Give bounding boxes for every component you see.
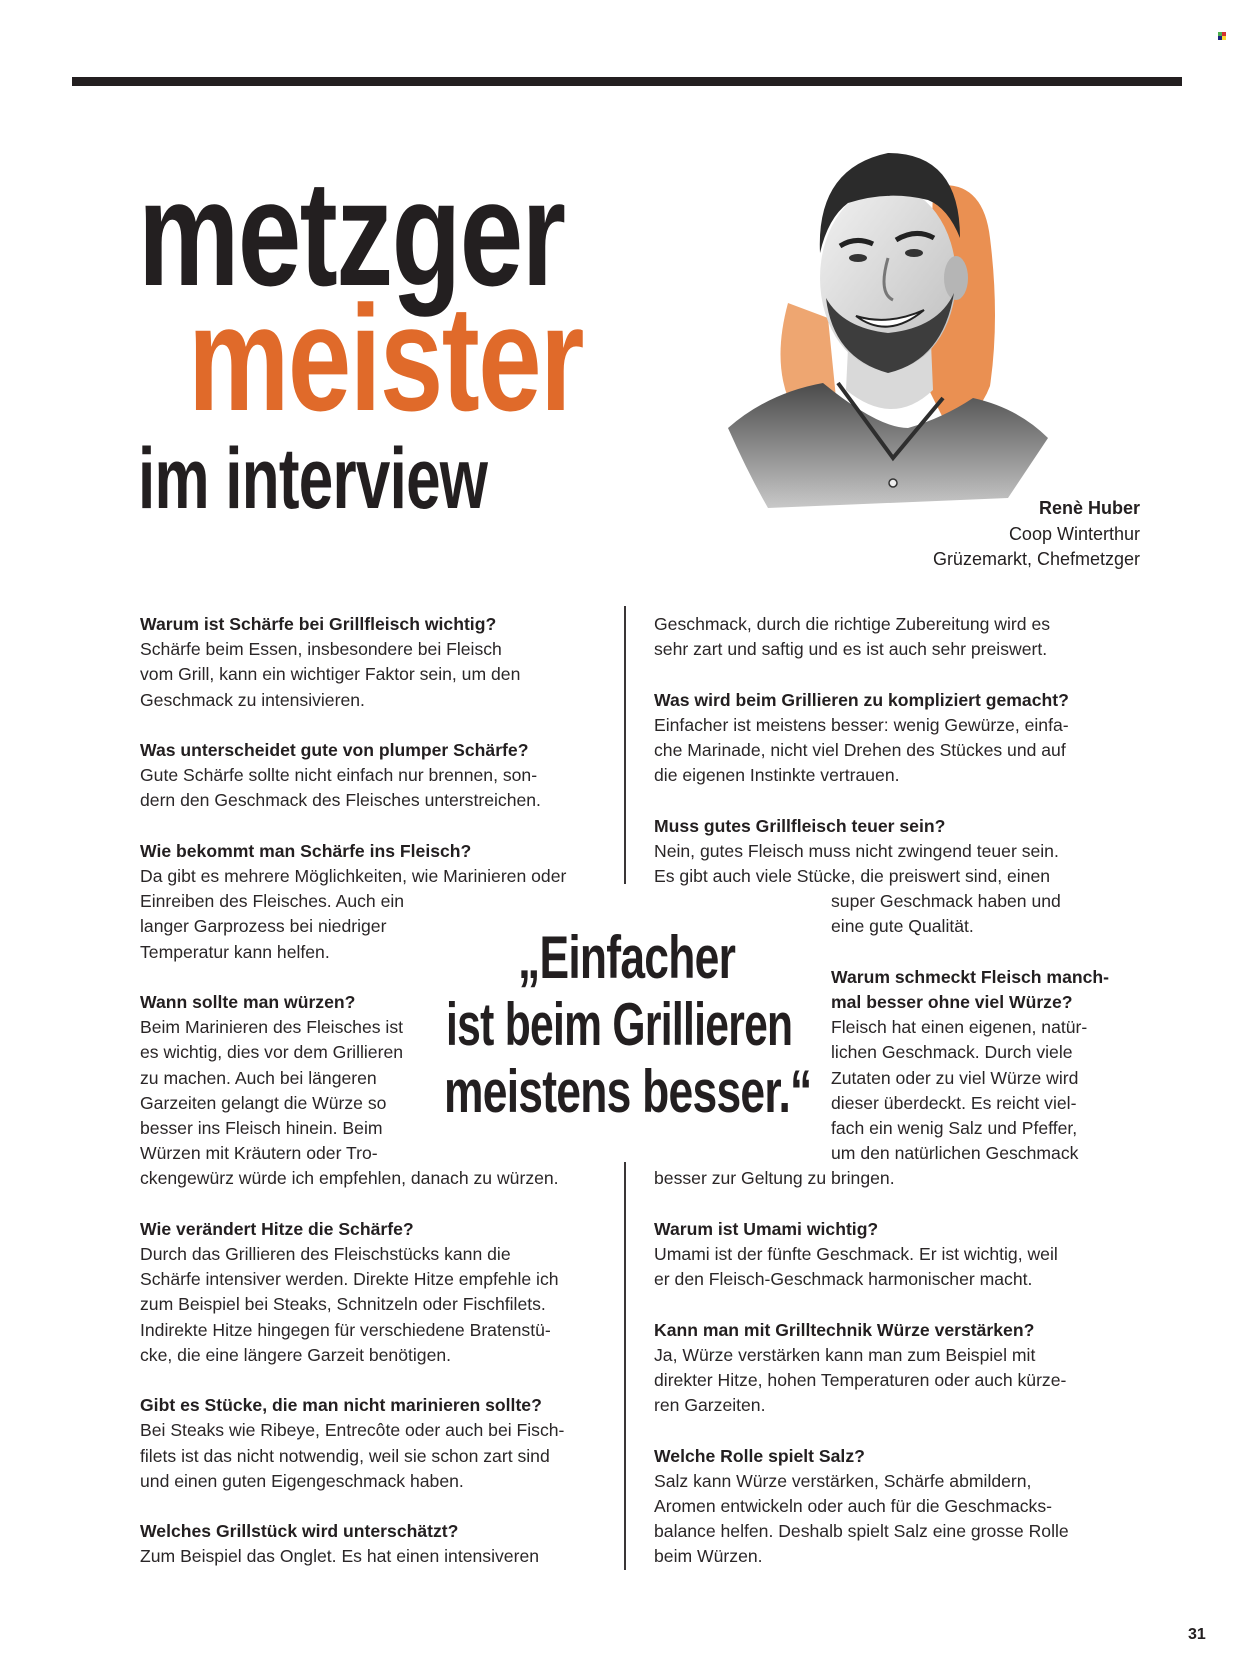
answer-line: Umami ist der fünfte Geschmack. Er ist wichtig, weil xyxy=(654,1244,1058,1265)
answer-line: fach ein wenig Salz und Pfeffer, xyxy=(831,1118,1078,1139)
answer-line: eine gute Qualität. xyxy=(831,916,974,937)
answer-line: Gute Schärfe sollte nicht einfach nur brennen, son- xyxy=(140,765,538,786)
answer-line: Bei Steaks wie Ribeye, Entrecôte oder auch bei Fisch- xyxy=(140,1420,565,1441)
question: Wie bekommt man Schärfe ins Fleisch? xyxy=(140,840,472,861)
question: Gibt es Stücke, die man nicht marinieren sollte? xyxy=(140,1395,542,1416)
qa-block-continued xyxy=(654,612,1109,662)
answer-line: Indirekte Hitze hingegen für verschiedene Bratenstü- xyxy=(140,1319,551,1340)
question-line: mal besser ohne viel Würze? xyxy=(831,992,1073,1012)
page-number: 31 xyxy=(1188,1626,1206,1643)
column-divider-top xyxy=(624,606,626,884)
qa-block xyxy=(654,688,1109,789)
answer-line: Temperatur kann helfen. xyxy=(140,941,330,962)
answer-line: Da gibt es mehrere Möglichkeiten, wie Marinieren oder xyxy=(140,866,567,886)
answer-line: Aromen entwickeln oder auch für die Geschmacks- xyxy=(654,1496,1052,1517)
answer-line: um den natürlichen Geschmack xyxy=(831,1143,1079,1164)
color-registration-mark-icon xyxy=(1218,32,1226,40)
pull-quote-line-3: meistens besser.“ xyxy=(444,1058,812,1125)
answer-line: Geschmack zu intensivieren. xyxy=(140,689,365,710)
answer-line: Garzeiten gelangt die Würze so xyxy=(140,1092,387,1113)
answer-line: Beim Marinieren des Fleisches ist xyxy=(140,1017,404,1038)
answer-line: beim Würzen. xyxy=(654,1546,763,1567)
answer-line: es wichtig, dies vor dem Grillieren xyxy=(140,1042,404,1063)
answer-line: vom Grill, kann ein wichtiger Faktor sein, um den xyxy=(140,664,521,685)
question: Was unterscheidet gute von plumper Schärfe? xyxy=(140,740,529,760)
pull-quote-line-1: „Einfacher xyxy=(518,924,736,991)
answer-line: super Geschmack haben und xyxy=(831,891,1061,912)
answer-line: Fleisch hat einen eigenen, natür- xyxy=(831,1017,1088,1038)
qa-block xyxy=(140,990,566,1192)
answer-line: ckengewürz würde ich empfehlen, danach zu würzen. xyxy=(140,1168,559,1189)
interviewee-byline xyxy=(933,496,1140,573)
answer-line: Salz kann Würze verstärken, Schärfe abmildern, xyxy=(654,1470,1032,1491)
question: Wann sollte man würzen? xyxy=(140,992,356,1012)
interviewee-role: Grüzemarkt, Chefmetzger xyxy=(932,549,1140,569)
answer-line: sehr zart und saftig und es ist auch sehr preiswert. xyxy=(654,639,1048,660)
qa-block xyxy=(654,1444,1109,1570)
qa-block xyxy=(654,814,1109,940)
answer-line: direkter Hitze, hohen Temperaturen oder auch kürze- xyxy=(654,1370,1067,1391)
answer-line: und einen guten Eigengeschmack haben. xyxy=(140,1470,464,1491)
qa-block xyxy=(654,965,1109,1192)
answer-line: lichen Geschmack. Durch viele xyxy=(831,1042,1073,1063)
question: Welches Grillstück wird unterschätzt? xyxy=(140,1521,459,1542)
answer-line: Geschmack, durch die richtige Zubereitung wird es xyxy=(654,614,1051,634)
answer-line: dern den Geschmack des Fleisches unterstreichen. xyxy=(140,790,541,811)
answer-line: Einfacher ist meistens besser: wenig Gewürze, einfa- xyxy=(654,714,1069,735)
qa-block xyxy=(140,1217,566,1368)
pull-quote-line-2: ist beim Grillieren xyxy=(446,991,793,1058)
answer-line: Ja, Würze verstärken kann man zum Beispiel mit xyxy=(654,1344,1036,1365)
answer-line: Würzen mit Kräutern oder Tro- xyxy=(140,1143,378,1164)
question-line: Warum schmeckt Fleisch manch- xyxy=(831,966,1110,987)
qa-block xyxy=(140,1393,566,1494)
headline-line-1: metzger xyxy=(138,149,565,317)
answer-line: besser zur Geltung zu bringen. xyxy=(654,1168,895,1189)
question: Warum ist Umami wichtig? xyxy=(654,1218,879,1239)
question: Welche Rolle spielt Salz? xyxy=(654,1445,865,1466)
question: Warum ist Schärfe bei Grillfleisch wichtig? xyxy=(140,614,497,634)
question: Kann man mit Grilltechnik Würze verstärken? xyxy=(654,1319,1035,1340)
qa-block xyxy=(140,1519,566,1569)
left-column xyxy=(140,612,566,1570)
question: Muss gutes Grillfleisch teuer sein? xyxy=(654,815,946,836)
answer-line: Schärfe beim Essen, insbesondere bei Fleisch xyxy=(140,639,502,660)
qa-block xyxy=(654,1318,1109,1419)
answer-line: Zutaten oder zu viel Würze wird xyxy=(831,1067,1079,1088)
question: Wie verändert Hitze die Schärfe? xyxy=(140,1218,414,1239)
answer-line: filets ist das nicht notwendig, weil sie schon zart sind xyxy=(140,1445,550,1466)
answer-line: che Marinade, nicht viel Drehen des Stückes und auf xyxy=(654,740,1066,760)
answer-line: Nein, gutes Fleisch muss nicht zwingend teuer sein. xyxy=(654,840,1059,861)
headline-line-3: im interview xyxy=(138,431,488,527)
answer-line: ren Garzeiten. xyxy=(654,1395,766,1416)
answer-line: Einreiben des Fleisches. Auch ein xyxy=(140,891,405,912)
answer-line: die eigenen Instinkte vertrauen. xyxy=(654,765,900,786)
answer-line: besser ins Fleisch hinein. Beim xyxy=(140,1118,383,1139)
question: Was wird beim Grillieren zu kompliziert gemacht? xyxy=(654,689,1069,710)
answer-line: zu machen. Auch bei längeren xyxy=(140,1067,377,1088)
column-divider-bottom xyxy=(624,1162,626,1570)
answer-line: Durch das Grillieren des Fleischstücks kann die xyxy=(140,1244,511,1265)
interviewee-name: Renè Huber xyxy=(1038,498,1140,518)
answer-line: cke, die eine längere Garzeit benötigen. xyxy=(140,1344,452,1365)
answer-line: zum Beispiel bei Steaks, Schnitzeln oder Fischfilets. xyxy=(140,1294,546,1315)
interviewee-employer: Coop Winterthur xyxy=(1008,523,1140,544)
right-column-upper xyxy=(654,612,1109,1570)
answer-line: Schärfe intensiver werden. Direkte Hitze empfehle ich xyxy=(140,1269,559,1290)
top-rule xyxy=(72,77,1182,86)
qa-block xyxy=(140,738,566,814)
answer-line: er den Fleisch-Geschmack harmonischer macht. xyxy=(654,1269,1033,1290)
answer-line: balance helfen. Deshalb spielt Salz eine grosse Rolle xyxy=(654,1521,1069,1542)
qa-block xyxy=(140,612,566,713)
headline-line-2-accent: meister xyxy=(188,274,583,442)
answer-line: dieser überdeckt. Es reicht viel- xyxy=(831,1092,1077,1113)
answer-line: langer Garprozess bei niedriger xyxy=(140,916,387,937)
portrait-illustration xyxy=(728,128,1058,528)
qa-block xyxy=(140,839,566,965)
answer-line: Es gibt auch viele Stücke, die preiswert sind, einen xyxy=(654,866,1051,886)
qa-block xyxy=(654,1217,1109,1293)
answer-line: Zum Beispiel das Onglet. Es hat einen intensiveren xyxy=(140,1546,540,1567)
